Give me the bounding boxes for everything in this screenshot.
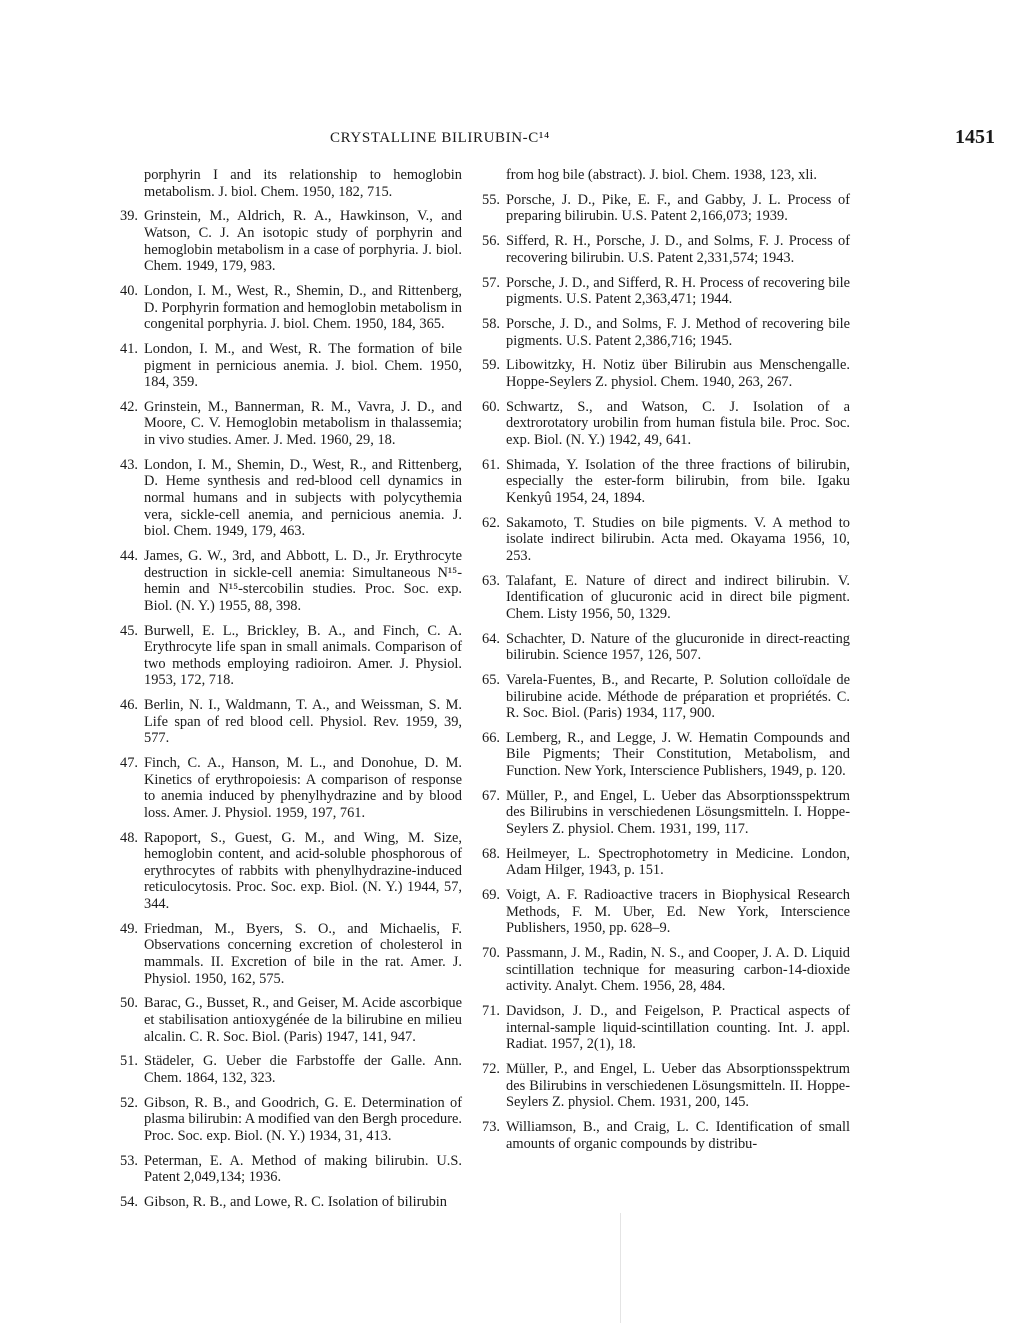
reference-item [110, 995, 462, 1045]
reference-text: from hog bile (abstract). J. biol. Chem. 1938, 123, xli. [506, 167, 817, 183]
reference-number: 49. [120, 920, 138, 937]
reference-number: 47. [120, 755, 138, 772]
reference-text: Grinstein, M., Aldrich, R. A., Hawkinson, V., and Watson, C. J. An isotopic study of porphyrin and hemoglobin metabolism in a case of porphyria. J. biol. Chem. 1949, 179, 983. [144, 208, 462, 275]
reference-text: Lemberg, R., and Legge, J. W. Hematin Compounds and Bile Pigments; Their Constitution, Metabolism, and Function. New York, Interscience Publishers, 1949, p. 120. [506, 729, 850, 780]
reference-item [110, 548, 462, 614]
reference-number: 62. [482, 514, 500, 531]
reference-text: Gibson, R. B., and Lowe, R. C. Isolation of bilirubin [144, 1194, 447, 1211]
page-number: 1451 [955, 126, 995, 148]
reference-item [472, 316, 850, 349]
reference-item [472, 887, 850, 937]
reference-number: 66. [482, 729, 500, 746]
reference-number: 56. [482, 233, 500, 250]
reference-text: Berlin, N. I., Waldmann, T. A., and Weissman, S. M. Life span of red blood cell. Physiol. Rev. 1959, 39, 577. [144, 697, 462, 747]
reference-number: 57. [482, 274, 500, 291]
reference-number: 71. [482, 1003, 500, 1020]
reference-text: Barac, G., Busset, R., and Geiser, M. Acide ascorbique et stabilisation antioxygénée de la bilirubine en milieu alcalin. C. R. Soc. Biol. (Paris) 1947, 141, 947. [144, 995, 462, 1045]
reference-number: 41. [120, 340, 138, 357]
reference-item [472, 631, 850, 664]
reference-item [472, 1003, 850, 1053]
reference-number: 54. [120, 1194, 138, 1211]
reference-item [472, 457, 850, 507]
reference-text: Peterman, E. A. Method of making bilirubin. U.S. Patent 2,049,134; 1936. [144, 1152, 462, 1186]
reference-number: 51. [120, 1053, 138, 1070]
reference-text: Rapoport, S., Guest, G. M., and Wing, M. Size, hemoglobin content, and acid-soluble phosphorous of erythrocytes of rabbits with phenylhydrazine-induced reticulocytosis. Proc. Soc. exp. Biol. (N. Y.) 1944, 57, 344. [144, 829, 462, 913]
reference-text: Gibson, R. B., and Goodrich, G. E. Determination of plasma bilirubin: A modified van den Bergh procedure. Proc. Soc. exp. Biol. (N. Y.) 1934, 31, 413. [144, 1094, 462, 1144]
reference-text: London, I. M., Shemin, D., West, R., and Rittenberg, D. Heme synthesis and red-blood cell dynamics in normal humans and in subjects with polycythemia vera, sickle-cell anemia, and pernicious anemia. J. biol. Chem. 1949, 179, 463. [144, 456, 462, 540]
reference-number: 64. [482, 630, 500, 647]
reference-number: 61. [482, 456, 500, 473]
reference-number: 50. [120, 995, 138, 1012]
reference-item [110, 1153, 462, 1186]
reference-text: London, I. M., West, R., Shemin, D., and Rittenberg, D. Porphyrin formation and hemoglobin metabolism in congenital porphyria. J. biol. Chem. 1950, 184, 365. [144, 282, 462, 333]
reference-item [110, 1194, 462, 1211]
reference-number: 42. [120, 398, 138, 415]
reference-item [472, 1119, 850, 1152]
reference-text: Porsche, J. D., and Solms, F. J. Method of recovering bile pigments. U.S. Patent 2,386,716; 1945. [506, 315, 850, 349]
reference-item [110, 457, 462, 540]
reference-text: porphyrin I and its relationship to hemoglobin metabolism. J. biol. Chem. 1950, 182, 715. [144, 167, 462, 200]
running-header-title: CRYSTALLINE BILIRUBIN-C¹⁴ [330, 130, 550, 146]
right-column [472, 167, 850, 1160]
reference-text: Grinstein, M., Bannerman, R. M., Vavra, J. D., and Moore, C. V. Hemoglobin metabolism in thalassemia; in vivo studies. Amer. J. Med. 1960, 29, 18. [144, 398, 462, 449]
reference-item [110, 1053, 462, 1086]
reference-text: Williamson, B., and Craig, L. C. Identification of small amounts of organic compounds by distribu- [506, 1119, 850, 1152]
scan-artifact-line [620, 1213, 621, 1323]
reference-number: 44. [120, 548, 138, 564]
reference-item [110, 697, 462, 747]
reference-item [110, 283, 462, 333]
reference-item [110, 623, 462, 689]
reference-text: Porsche, J. D., Pike, E. F., and Gabby, J. L. Process of preparing bilirubin. U.S. Patent 2,166,073; 1939. [506, 191, 850, 225]
reference-number: 65. [482, 671, 500, 688]
reference-item [110, 208, 462, 274]
reference-text: James, G. W., 3rd, and Abbott, L. D., Jr. Erythrocyte destruction in sickle-cell anemia: Simultaneous N¹⁵-hemin and N¹⁵-stercobilin studies. Proc. Soc. exp. Biol. (N. Y.) 1955, 88, 398. [144, 548, 462, 614]
reference-text: Friedman, M., Byers, S. O., and Michaelis, F. Observations concerning excretion of cholesterol in mammals. II. Excretion of bile in the rat. Amer. J. Physiol. 1950, 162, 575. [144, 920, 462, 987]
reference-text: Schwartz, S., and Watson, C. J. Isolation of a dextrorotatory urobilin from human fistula bile. Proc. Soc. exp. Biol. (N. Y.) 1942, 49, 641. [506, 398, 850, 448]
reference-text: Müller, P., and Engel, L. Ueber das Absorptionsspektrum des Bilirubins in verschiedenen Lösungsmitteln. II. Hoppe-Seylers Z. physiol. Chem. 1931, 200, 145. [506, 1061, 850, 1111]
reference-text: Varela-Fuentes, B., and Recarte, P. Solution colloïdale de bilirubine acide. Méthode de préparation et propriétés. C. R. Soc. Biol. (Paris) 1934, 117, 900. [506, 671, 850, 722]
reference-item [472, 945, 850, 995]
reference-list-right [472, 192, 850, 1152]
reference-item [110, 1095, 462, 1145]
reference-text: Sifferd, R. H., Porsche, J. D., and Solms, F. J. Process of recovering bilirubin. U.S. Patent 2,331,574; 1943. [506, 233, 850, 266]
reference-text: Finch, C. A., Hanson, M. L., and Donohue, D. M. Kinetics of erythropoiesis: A comparison of response to anemia induced by phenylhydrazine and by blood loss. Amer. J. Physiol. 1959, 197, 761. [144, 755, 462, 821]
reference-number: 68. [482, 845, 500, 862]
reference-text: Städeler, G. Ueber die Farbstoffe der Galle. Ann. Chem. 1864, 132, 323. [144, 1053, 462, 1086]
reference-number: 53. [120, 1152, 138, 1169]
reference-number: 55. [482, 191, 500, 208]
reference-item [472, 275, 850, 308]
reference-item [472, 233, 850, 266]
reference-item [472, 515, 850, 565]
reference-item [472, 672, 850, 722]
reference-text: London, I. M., and West, R. The formation of bile pigment in pernicious anemia. J. biol. Chem. 1950, 184, 359. [144, 340, 462, 391]
reference-text: Schachter, D. Nature of the glucuronide in direct-reacting bilirubin. Science 1957, 126, 507. [506, 630, 850, 664]
reference-item [110, 341, 462, 391]
reference-text: Sakamoto, T. Studies on bile pigments. V. A method to isolate indirect bilirubin. Acta med. Okayama 1956, 10, 253. [506, 514, 850, 564]
reference-item [472, 399, 850, 449]
reference-number: 60. [482, 398, 500, 415]
reference-number: 58. [482, 315, 500, 332]
reference-number: 40. [120, 282, 138, 299]
reference-text: Davidson, J. D., and Feigelson, P. Practical aspects of internal-sample liquid-scintillation counting. Int. J. appl. Radiat. 1957, 2(1), 18. [506, 1003, 850, 1053]
reference-number: 59. [482, 357, 500, 374]
reference-item [472, 846, 850, 879]
reference-item [110, 830, 462, 913]
reference-number: 43. [120, 456, 138, 473]
reference-number: 46. [120, 697, 138, 714]
reference-number: 67. [482, 787, 500, 804]
reference-item [472, 730, 850, 780]
reference-number: 70. [482, 945, 500, 962]
reference-item [472, 573, 850, 623]
reference-number: 73. [482, 1119, 500, 1136]
reference-text: Burwell, E. L., Brickley, B. A., and Finch, C. A. Erythrocyte life span in small animals. Comparison of two methods employing radioiron. Amer. J. Physiol. 1953, 172, 718. [144, 622, 462, 689]
reference-number: 39. [120, 208, 138, 225]
left-column [110, 167, 462, 1219]
reference-item [472, 192, 850, 225]
reference-item [472, 1061, 850, 1111]
reference-item [472, 357, 850, 390]
reference-list-left [110, 208, 462, 1210]
reference-number: 63. [482, 572, 500, 589]
reference-number: 72. [482, 1061, 500, 1078]
reference-number: 69. [482, 887, 500, 904]
reference-number: 45. [120, 622, 138, 639]
reference-continuation [472, 167, 850, 184]
reference-text: Passmann, J. M., Radin, N. S., and Cooper, J. A. D. Liquid scintillation technique for measuring carbon-14-dioxide activity. Analyt. Chem. 1956, 28, 484. [506, 945, 850, 995]
reference-text: Müller, P., and Engel, L. Ueber das Absorptionsspektrum des Bilirubins in verschiedenen Lösungsmitteln. I. Hoppe-Seylers Z. physiol. Chem. 1931, 199, 117. [506, 787, 850, 838]
reference-item [472, 788, 850, 838]
reference-number: 48. [120, 829, 138, 846]
reference-text: Heilmeyer, L. Spectrophotometry in Medicine. London, Adam Hilger, 1943, p. 151. [506, 845, 850, 879]
reference-text: Porsche, J. D., and Sifferd, R. H. Process of recovering bile pigments. U.S. Patent 2,363,471; 1944. [506, 274, 850, 308]
reference-text: Talafant, E. Nature of direct and indirect bilirubin. V. Identification of glucuronic acid in direct bile pigment. Chem. Listy 1956, 50, 1329. [506, 572, 850, 622]
reference-text: Voigt, A. F. Radioactive tracers in Biophysical Research Methods, F. M. Uber, Ed. New York, Interscience Publishers, 1950, pp. 628–9. [506, 887, 850, 937]
reference-item [110, 755, 462, 821]
reference-number: 52. [120, 1094, 138, 1111]
reference-item [110, 399, 462, 449]
reference-continuation [110, 167, 462, 200]
reference-text: Libowitzky, H. Notiz über Bilirubin aus Menschengalle. Hoppe-Seylers Z. physiol. Chem. 1940, 263, 267. [506, 357, 850, 390]
reference-item [110, 921, 462, 987]
reference-text: Shimada, Y. Isolation of the three fractions of bilirubin, especially the ester-form bilirubin, from bile. Igaku Kenkyû 1954, 24, 1894. [506, 456, 850, 506]
